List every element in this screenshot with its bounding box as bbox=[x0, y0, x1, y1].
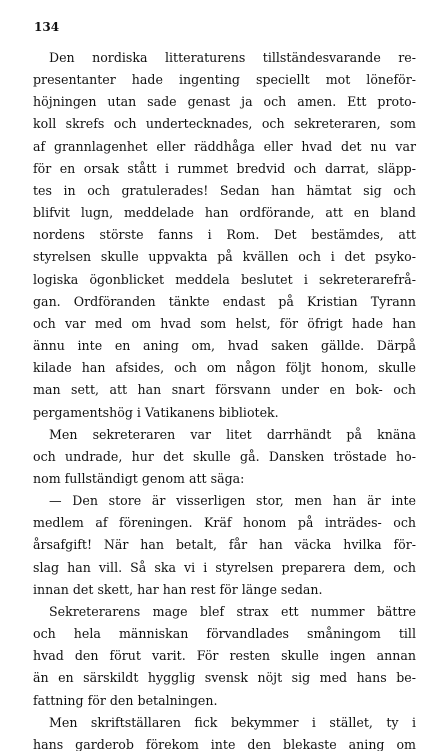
text-line: af grannlagenhet eller räddhåga eller hvad det nu var bbox=[33, 138, 416, 154]
text-line: gan. Ordföranden tänkte endast på Kristian Tyrann bbox=[33, 293, 416, 309]
text-line: innan det skett, har han rest för länge sedan. bbox=[33, 581, 323, 597]
text-line: presentanter hade ingenting speciellt mot löneför- bbox=[33, 72, 416, 88]
page-number: 134 bbox=[34, 20, 60, 34]
text-line: Men skriftställaren fick bekymmer i stället, ty i bbox=[49, 714, 416, 730]
text-line: tes in och gratulerades! Sedan han hämtat sig och bbox=[33, 182, 416, 198]
text-line: — Den store är visserligen stor, men han är inte bbox=[49, 493, 416, 509]
text-line: Den nordiska litteraturens tillständesvarande re- bbox=[49, 50, 416, 65]
paragraph-1 bbox=[33, 47, 416, 424]
paragraph-2 bbox=[33, 424, 416, 490]
text-line: och hela människan förvandlades småningom till bbox=[33, 626, 416, 642]
text-line: Men sekreteraren var litet darrhändt på knäna bbox=[49, 426, 416, 442]
text-line: än en särskildt hygglig svensk nöjt sig med hans be- bbox=[33, 670, 416, 686]
text-line: nom fullständigt genom att säga: bbox=[33, 470, 245, 486]
text-line: logiska ögonblicket meddela beslutet i sekreterarefrå- bbox=[33, 271, 416, 287]
text-line: höjningen utan sade genast ja och amen. Ett proto- bbox=[33, 94, 416, 110]
text-line: koll skrefs och undertecknades, och sekreteraren, som bbox=[33, 116, 416, 132]
text-line: man sett, att han snart försvann under en bok- och bbox=[33, 382, 416, 398]
text-line: blifvit lugn, meddelade han ordförande, att en bland bbox=[33, 205, 416, 221]
text-line: nordens störste fanns i Rom. Det bestämdes, att bbox=[33, 227, 416, 243]
text-line: och var med om hvad som helst, för öfrigt hade han bbox=[33, 315, 416, 331]
text-line: ännu inte en aning om, hvad saken gällde. Därpå bbox=[33, 338, 416, 354]
text-line: slag han vill. Så ska vi i styrelsen preparera dem, och bbox=[33, 559, 416, 575]
text-line: Sekreterarens mage blef strax ett nummer bättre bbox=[49, 603, 416, 619]
text-line: fattning för den betalningen. bbox=[33, 692, 218, 708]
text-line: årsafgift! När han betalt, får han väcka hvilka för- bbox=[33, 537, 416, 553]
text-line: hans garderob förekom inte den blekaste aning om bbox=[33, 736, 416, 751]
text-line: medlem af föreningen. Kräf honom på inträdes- och bbox=[33, 515, 416, 531]
paragraph-5 bbox=[33, 712, 416, 751]
text-line: och undrade, hur det skulle gå. Dansken tröstade ho- bbox=[33, 448, 416, 464]
text-line: för en orsak stått i rummet bredvid och darrat, släpp- bbox=[33, 160, 416, 176]
paragraph-4 bbox=[33, 601, 416, 712]
text-line: pergamentshög i Vatikanens bibliotek. bbox=[33, 404, 279, 420]
paragraph-3 bbox=[33, 490, 416, 601]
text-line: kilade han afsides, och om någon följt honom, skulle bbox=[33, 360, 416, 376]
text-line: hvad den förut varit. För resten skulle ingen annan bbox=[33, 648, 416, 664]
text-line: styrelsen skulle uppvakta på kvällen och i det psyko- bbox=[33, 249, 416, 265]
